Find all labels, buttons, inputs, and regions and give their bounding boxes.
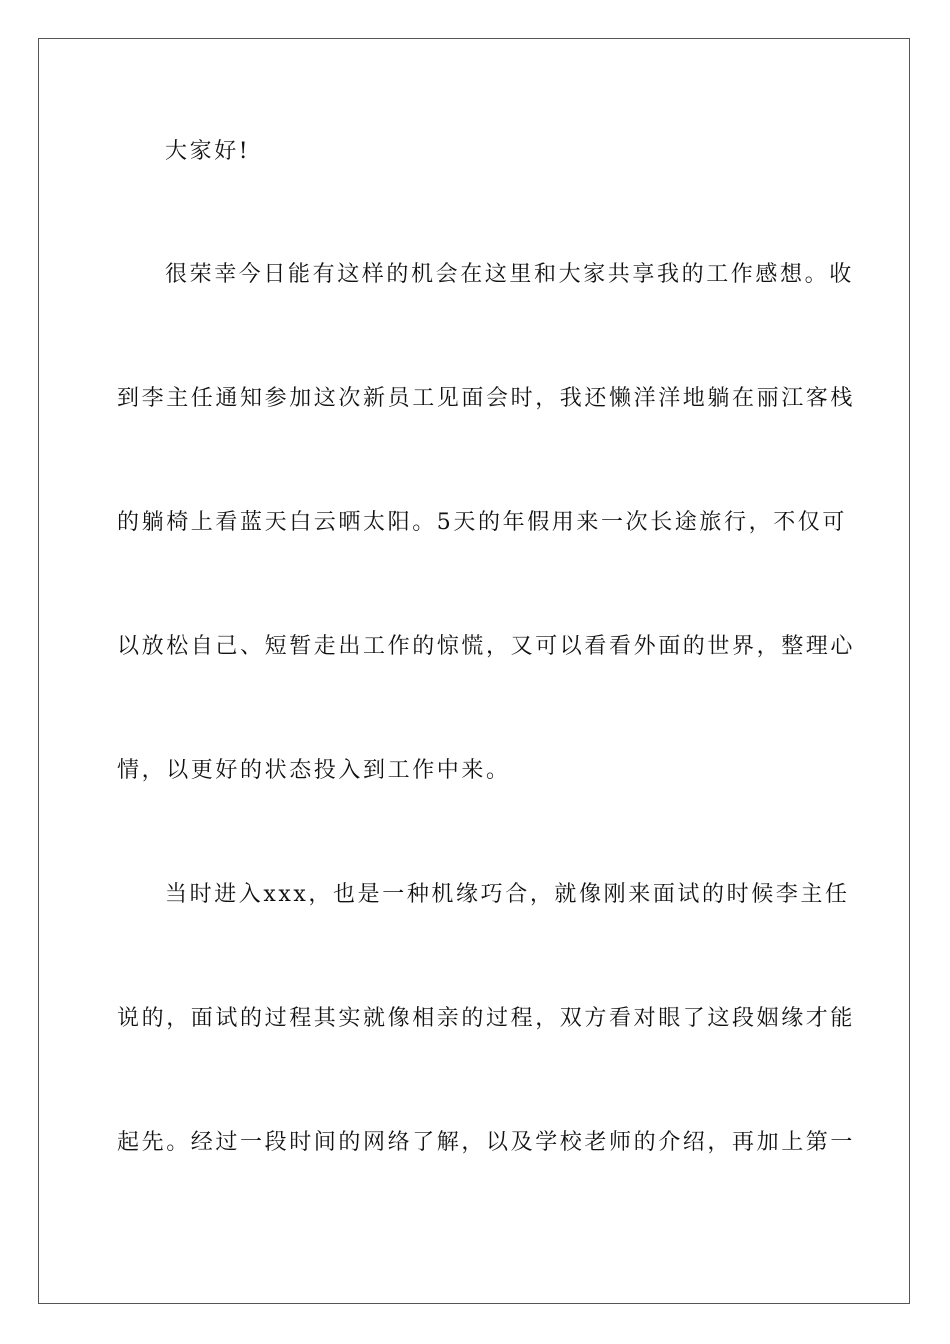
- greeting-line: 大家好!: [165, 139, 251, 164]
- paragraph-line-7: 说的，面试的过程其实就像相亲的过程，双方看对眼了这段姻缘才能: [117, 1006, 856, 1031]
- paragraph-line-8: 起先。经过一段时间的网络了解，以及学校老师的介绍，再加上第一: [117, 1130, 856, 1155]
- paragraph-line-6: 当时进入xxx，也是一种机缘巧合，就像刚来面试的时候李主任: [165, 882, 850, 907]
- paragraph-line-4: 以放松自己、短暂走出工作的惊慌，又可以看看外面的世界，整理心: [117, 634, 856, 659]
- paragraph-line-1: 很荣幸今日能有这样的机会在这里和大家共享我的工作感想。收: [165, 262, 854, 287]
- page-frame: [38, 38, 910, 1304]
- paragraph-line-5: 情，以更好的状态投入到工作中来。: [117, 758, 511, 783]
- paragraph-line-3: 的躺椅上看蓝天白云晒太阳。5天的年假用来一次长途旅行，不仅可: [117, 510, 847, 535]
- paragraph-line-2: 到李主任通知参加这次新员工见面会时，我还懒洋洋地躺在丽江客栈: [117, 386, 856, 411]
